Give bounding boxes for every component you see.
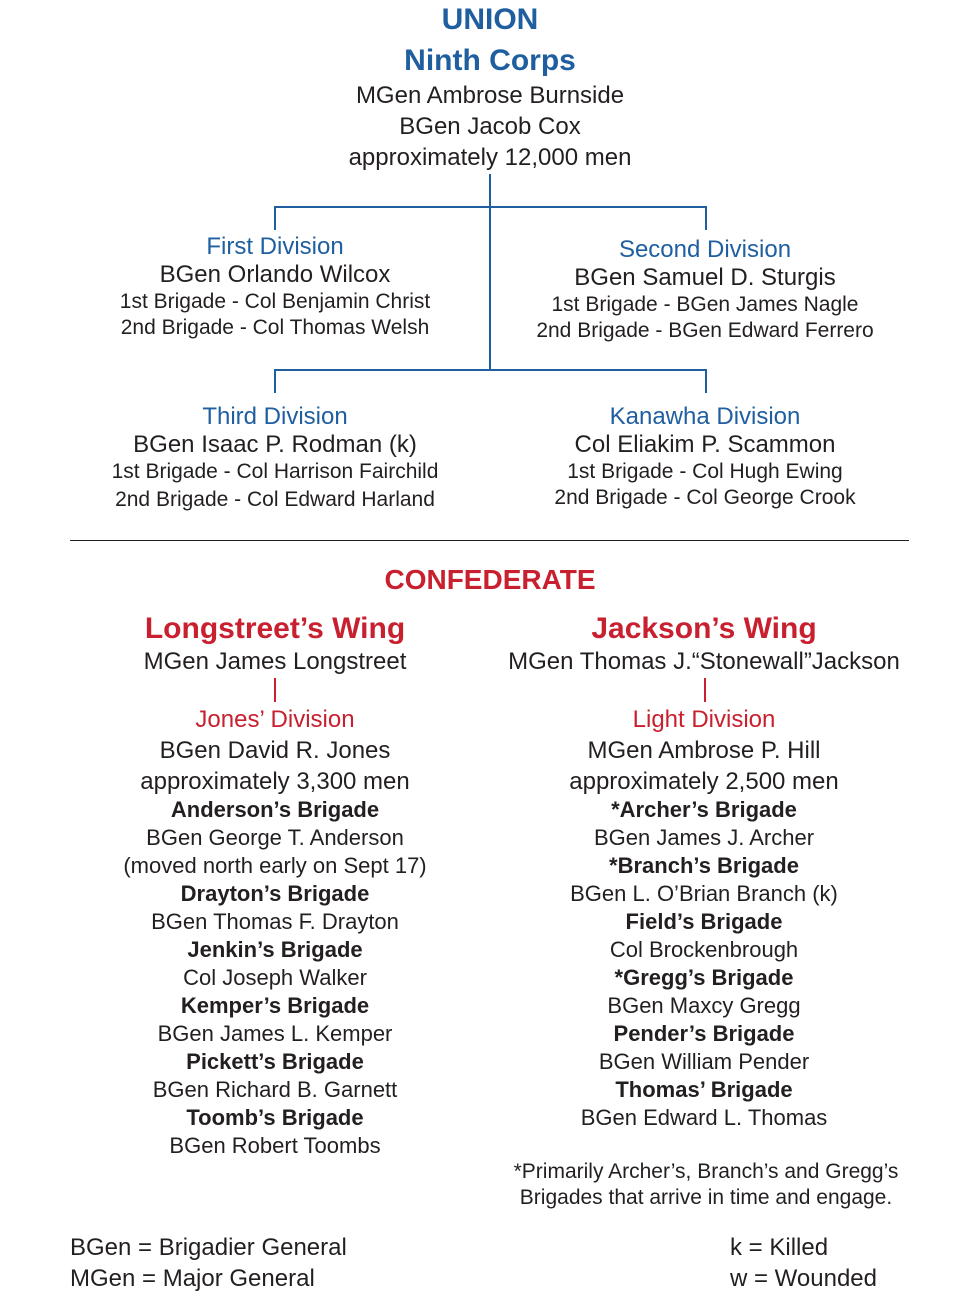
corps-commander-1: MGen Ambrose Burnside — [355, 82, 625, 109]
brigade-name: Thomas’ Brigade — [615, 1077, 793, 1102]
brigade-line: 2nd Brigade - Col Thomas Welsh — [120, 316, 430, 339]
brigade-line: 1st Brigade - Col Benjamin Christ — [119, 290, 431, 313]
brigade-name: *Branch’s Brigade — [609, 853, 799, 878]
brigade-name: Jenkin’s Brigade — [187, 937, 363, 962]
division-name: Third Division — [202, 403, 348, 430]
wing-commander: MGen Thomas J.“Stonewall”Jackson — [508, 648, 900, 675]
division-name: Kanawha Division — [609, 403, 801, 430]
brigade-name: Toomb’s Brigade — [186, 1105, 364, 1130]
division-commander: BGen Isaac P. Rodman (k) — [133, 431, 417, 458]
brigade-line: 2nd Brigade - BGen Edward Ferrero — [536, 319, 874, 342]
section-divider — [70, 540, 909, 541]
brigade-name: Anderson’s Brigade — [170, 797, 380, 822]
division-commander: Col Eliakim P. Scammon — [574, 431, 836, 458]
brigade-commander: BGen Robert Toombs — [169, 1133, 381, 1158]
division-name: Jones’ Division — [195, 706, 355, 733]
union-heading: UNION — [441, 3, 539, 36]
brigade-commander: BGen James J. Archer — [593, 825, 815, 850]
brigade-commander: BGen Edward L. Thomas — [580, 1105, 828, 1130]
division-name: First Division — [206, 233, 344, 260]
brigade-name: *Gregg’s Brigade — [614, 965, 794, 990]
brigade-commander: BGen L. O’Brian Branch (k) — [570, 881, 838, 906]
brigade-name: *Archer’s Brigade — [611, 797, 797, 822]
legend-mgen: MGen = Major General — [70, 1265, 315, 1292]
brigade-name: Drayton’s Brigade — [180, 881, 370, 906]
brigade-name: Kemper’s Brigade — [180, 993, 370, 1018]
wing-connector-line — [274, 678, 276, 702]
brigade-name: Field’s Brigade — [625, 909, 783, 934]
brigade-commander: Col Brockenbrough — [609, 937, 799, 962]
brigade-commander: BGen Richard B. Garnett — [152, 1077, 398, 1102]
corps-strength: approximately 12,000 men — [348, 144, 632, 171]
brigade-line: 2nd Brigade - Col Edward Harland — [115, 488, 435, 511]
division-strength: approximately 2,500 men — [569, 768, 839, 795]
brigade-name: Pickett’s Brigade — [186, 1049, 364, 1074]
division-commander: BGen David R. Jones — [159, 737, 391, 764]
division-commander: BGen Samuel D. Sturgis — [574, 264, 836, 291]
corps-commander-2: BGen Jacob Cox — [399, 113, 581, 140]
brigade-commander: BGen William Pender — [598, 1049, 810, 1074]
legend-wounded: w = Wounded — [730, 1265, 877, 1292]
brigade-name: Pender’s Brigade — [613, 1021, 795, 1046]
division-commander: BGen Orlando Wilcox — [159, 261, 391, 288]
division-name: Light Division — [632, 706, 776, 733]
corps-name: Ninth Corps — [404, 44, 576, 77]
union-drop-first — [274, 206, 276, 230]
division-name: Second Division — [618, 236, 792, 263]
brigade-commander: Col Joseph Walker — [183, 965, 367, 990]
division-strength: approximately 3,300 men — [140, 768, 410, 795]
brigade-commander: BGen James L. Kemper — [157, 1021, 393, 1046]
union-branch-top — [274, 206, 707, 208]
brigade-line: 2nd Brigade - Col George Crook — [554, 486, 856, 509]
union-branch-bottom — [274, 369, 707, 371]
brigade-commander: BGen Thomas F. Drayton — [151, 909, 399, 934]
division-commander: MGen Ambrose P. Hill — [587, 737, 821, 764]
footnote-line-2: Brigades that arrive in time and engage. — [519, 1186, 893, 1209]
brigade-commander: BGen Maxcy Gregg — [607, 993, 801, 1018]
union-trunk-line — [489, 174, 491, 370]
brigade-line: 1st Brigade - Col Harrison Fairchild — [111, 460, 439, 483]
brigade-commander: BGen George T. Anderson — [146, 825, 404, 850]
union-drop-third — [274, 369, 276, 393]
legend-bgen: BGen = Brigadier General — [70, 1234, 347, 1261]
union-drop-kanawha — [705, 369, 707, 393]
wing-connector-line — [704, 678, 706, 702]
legend-killed: k = Killed — [730, 1234, 829, 1261]
brigade-line: 1st Brigade - BGen James Nagle — [551, 293, 859, 316]
footnote-line-1: *Primarily Archer’s, Branch’s and Gregg’s — [513, 1160, 899, 1183]
wing-name: Jackson’s Wing — [591, 612, 817, 645]
wing-name: Longstreet’s Wing — [144, 612, 406, 645]
brigade-line: 1st Brigade - Col Hugh Ewing — [567, 460, 843, 483]
confederate-heading: CONFEDERATE — [384, 564, 596, 595]
wing-commander: MGen James Longstreet — [143, 648, 407, 675]
union-drop-second — [705, 206, 707, 230]
brigade-commander: (moved north early on Sept 17) — [123, 853, 427, 878]
